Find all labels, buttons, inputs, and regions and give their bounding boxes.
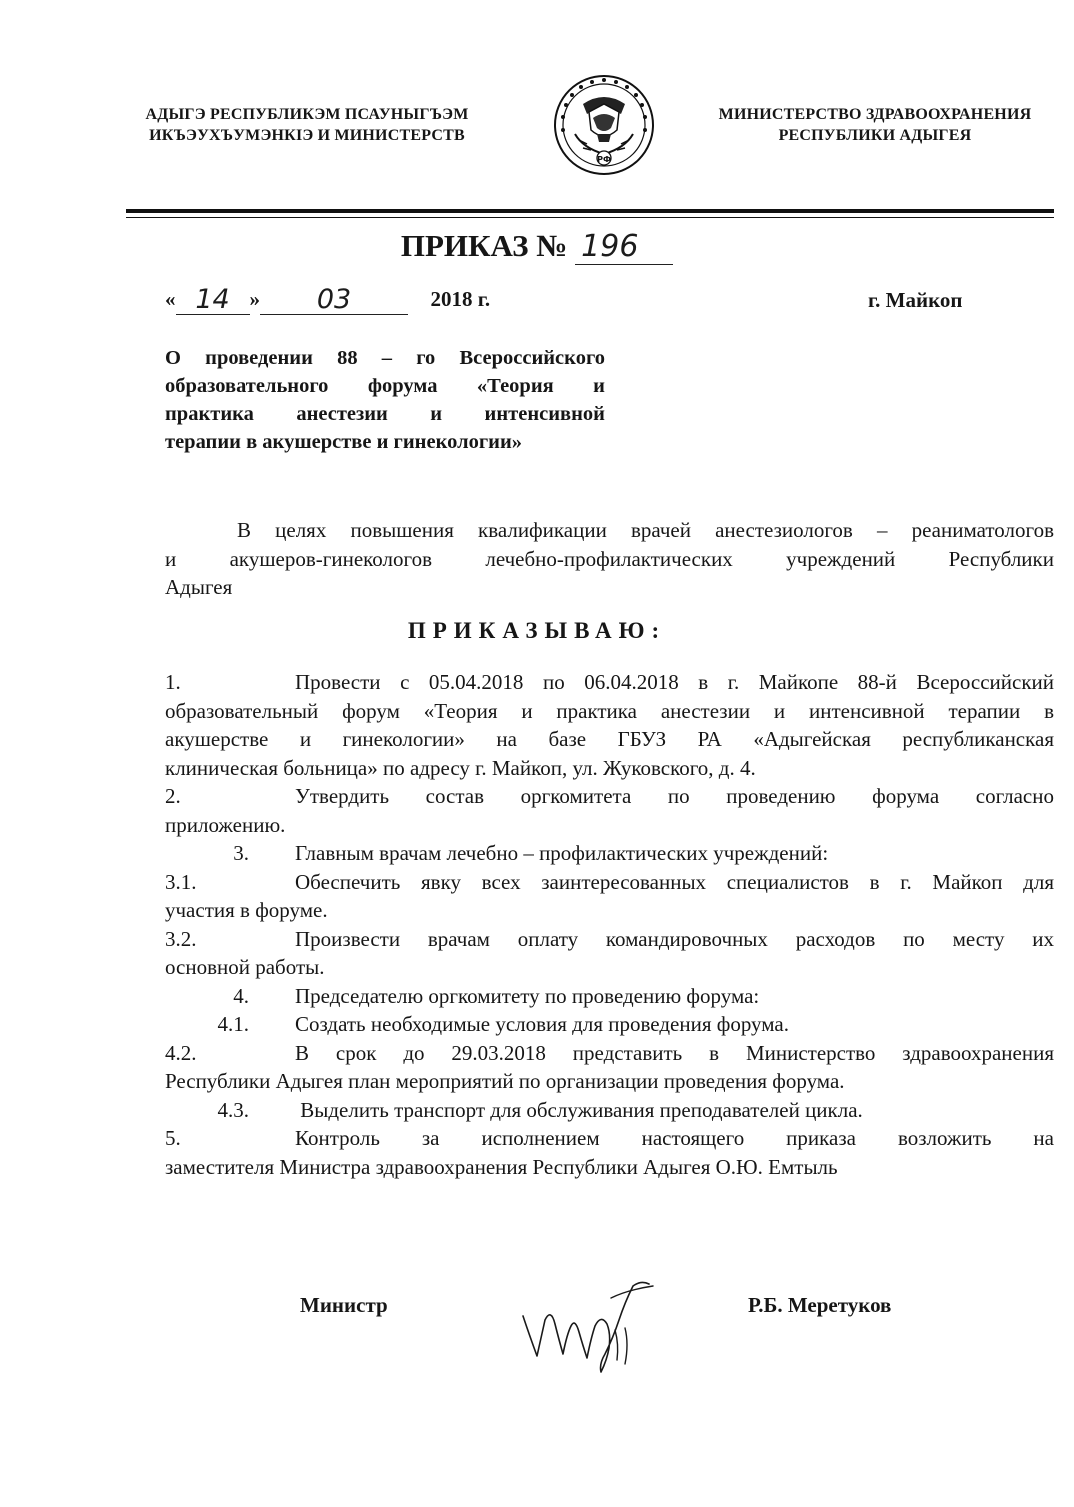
emblem-label: РФ — [597, 155, 611, 164]
order-items — [165, 668, 1054, 1181]
subject-line-2: образовательного форума «Теория и — [165, 375, 605, 397]
item-4-3-number: 4.3. — [217, 1097, 249, 1122]
order-subject — [165, 344, 605, 456]
header-rule-thick — [126, 209, 1054, 213]
item-4-2-line-2: Республики Адыгея план мероприятий по организации проведения форума. — [165, 1069, 845, 1093]
date-quote-open: « — [165, 287, 176, 311]
ministry-name-russian-line1: МИНИСТЕРСТВО ЗДРАВООХРАНЕНИЯ — [718, 106, 1032, 123]
order-number: 196 — [575, 230, 673, 265]
item-3-1-line-2: участия в форуме. — [165, 898, 328, 922]
item-3-2-line-1: 3.2. Произвести врачам оплату командировочных расходов по месту их — [165, 925, 1054, 954]
order-title — [0, 226, 1074, 266]
item-3-1-number: 3.1. — [165, 869, 197, 894]
item-4-1-number: 4.1. — [217, 1012, 249, 1036]
signatory-role: Министр — [300, 1293, 388, 1317]
order-title-text: ПРИКАЗ № — [400, 228, 568, 263]
date-year: 2018 г. — [430, 287, 491, 311]
subject-line-1: О проведении 88 – го Всероссийского — [165, 347, 605, 369]
item-2-number: 2. — [165, 784, 181, 808]
item-1-line-2: образовательный форум «Теория и практика анестезии и интенсивной терапии в — [165, 698, 1054, 723]
order-city: г. Майкоп — [868, 288, 963, 312]
item-4-2-number: 4.2. — [165, 1040, 197, 1065]
item-1-line-4: клиническая больница» по адресу г. Майкоп, ул. Жуковского, д. 4. — [165, 755, 756, 780]
subject-line-3: практика анестезии и интенсивной — [165, 403, 605, 425]
item-3-1-line-1: 3.1. Обеспечить явку всех заинтересованных специалистов в г. Майкоп для — [165, 868, 1054, 897]
item-5-line-2: заместителя Министра здравоохранения Республики Адыгея О.Ю. Емтыль — [165, 1154, 838, 1179]
ministry-name-russian-line2: РЕСПУБЛИКИ АДЫГЕЯ — [778, 127, 972, 144]
header-rule-thin — [126, 217, 1054, 218]
item-4-1-line-1: 4.1. Создать необходимые условия для проведения форума. — [165, 1010, 1054, 1039]
item-1-number: 1. — [165, 670, 181, 694]
item-4-line-1: 4. Председателю оргкомитету по проведению форума: — [165, 982, 1054, 1011]
order-date — [165, 284, 490, 315]
ministry-name-adyghe-line1: АДЫГЭ РЕСПУБЛИКЭМ ПСАУНЫГЪЭМ — [145, 106, 469, 123]
preamble-line-3: Адыгея — [165, 575, 233, 599]
item-1-line-3: акушерстве и гинекологии» на базе ГБУЗ РА «Адыгейская республиканская — [165, 727, 1054, 751]
preamble — [165, 516, 1054, 602]
item-1-line-1: 1. Провести с 05.04.2018 по 06.04.2018 в г. Майкопе 88-й Всероссийский — [165, 668, 1054, 697]
coat-of-arms-icon — [553, 74, 655, 176]
item-5-line-1: 5. Контроль за исполнением настоящего приказа возложить на — [165, 1124, 1054, 1153]
subject-line-4: терапии в акушерстве и гинекологии» — [165, 431, 523, 453]
ministry-name-russian — [690, 104, 1060, 146]
item-2-line-1: 2. Утвердить состав оргкомитета по проведению форума согласно — [165, 782, 1054, 811]
ministry-name-adyghe — [118, 104, 496, 146]
signatory-name: Р.Б. Меретуков — [748, 1293, 892, 1317]
preamble-line-1: В целях повышения квалификации врачей анестезиологов – реаниматологов — [237, 518, 1054, 542]
item-4-number: 4. — [233, 983, 249, 1008]
handwritten-signature-icon — [515, 1268, 660, 1383]
item-3-line-1: 3. Главным врачам лечебно – профилактических учреждений: — [165, 839, 1054, 868]
order-heading: ПРИКАЗЫВАЮ: — [407, 618, 667, 643]
item-5-number: 5. — [165, 1126, 181, 1150]
preamble-line-2: и акушеров-гинекологов лечебно-профилактических учреждений Республики — [165, 546, 1054, 571]
date-month: 03 — [260, 286, 408, 315]
item-3-number: 3. — [233, 841, 249, 865]
ministry-name-adyghe-line2: ИКЪЭУХЪУМЭНКIЭ И МИНИСТЕРСТВ — [149, 127, 465, 144]
item-2-line-2: приложению. — [165, 812, 286, 837]
item-4-3-line-1: 4.3. Выделить транспорт для обслуживания преподавателей цикла. — [165, 1096, 1054, 1125]
date-day: 14 — [176, 286, 250, 315]
item-3-2-line-2: основной работы. — [165, 955, 325, 979]
item-4-2-line-1: 4.2. В срок до 29.03.2018 представить в Министерство здравоохранения — [165, 1039, 1054, 1068]
item-3-2-number: 3.2. — [165, 926, 197, 951]
date-quote-close: » — [249, 287, 260, 311]
